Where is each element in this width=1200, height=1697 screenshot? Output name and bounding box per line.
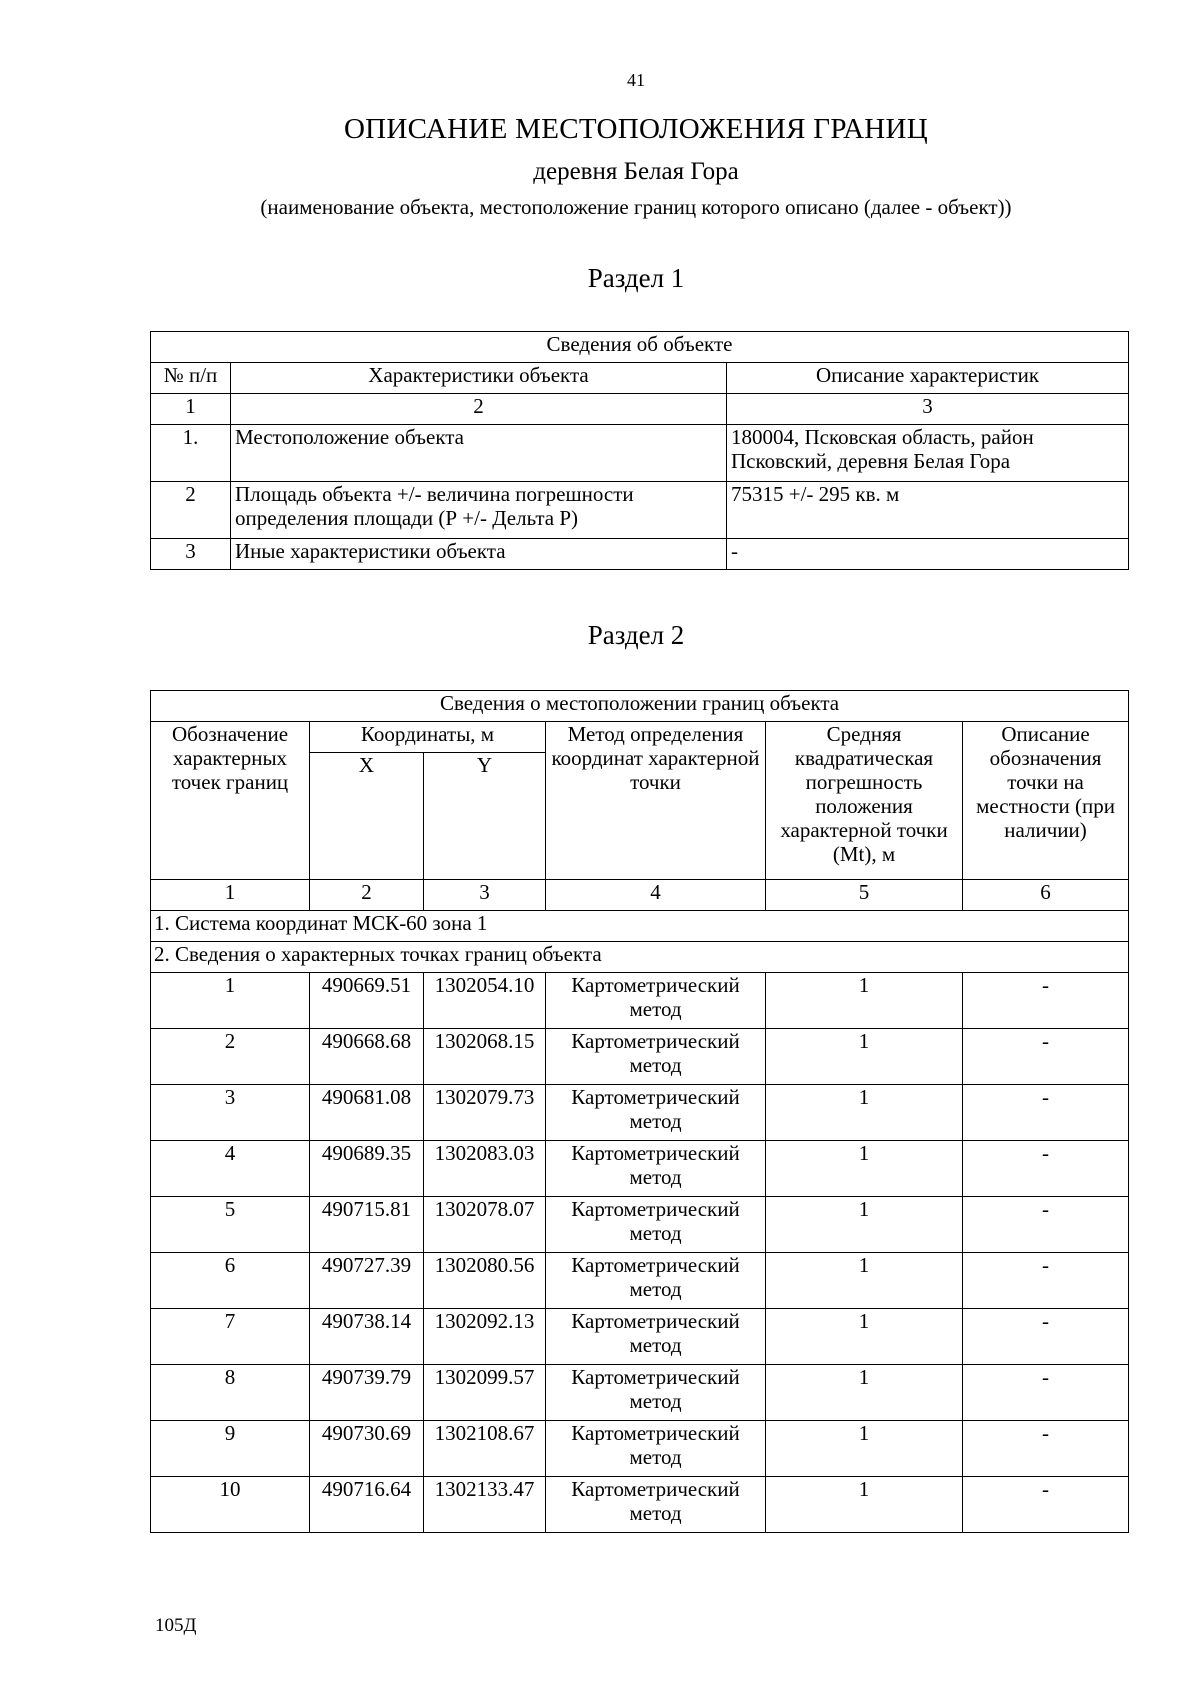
point-description: - bbox=[963, 1141, 1129, 1197]
point-error: 1 bbox=[766, 1029, 963, 1085]
section2-title: Раздел 2 bbox=[587, 620, 685, 650]
point-error: 1 bbox=[766, 1421, 963, 1477]
point-description: - bbox=[963, 1253, 1129, 1309]
row-characteristic: Иные характеристики объекта bbox=[231, 539, 727, 570]
table-title: Сведения о местоположении границ объекта bbox=[151, 691, 1129, 722]
points-caption-row bbox=[151, 942, 1129, 973]
point-x: 490668.68 bbox=[310, 1029, 424, 1085]
object-info-table bbox=[150, 331, 1129, 570]
point-y: 1302054.10 bbox=[424, 973, 546, 1029]
row-characteristic: Площадь объекта +/- величина погрешности определения площади (Р +/- Дельта Р) bbox=[231, 482, 727, 539]
row-num: 2 bbox=[151, 482, 231, 539]
point-method: Картометрический метод bbox=[546, 1421, 766, 1477]
footer-code: 105Д bbox=[155, 1615, 197, 1636]
row-num: 1. bbox=[151, 425, 231, 482]
point-number: 6 bbox=[151, 1253, 310, 1309]
point-y: 1302092.13 bbox=[424, 1309, 546, 1365]
header-coordinates: Координаты, м bbox=[310, 722, 546, 753]
point-method: Картометрический метод bbox=[546, 973, 766, 1029]
point-number: 1 bbox=[151, 973, 310, 1029]
header-point-description: Описание обозначения точки на местности (при наличии) bbox=[963, 722, 1129, 880]
point-number: 2 bbox=[151, 1029, 310, 1085]
table-row bbox=[151, 539, 1129, 570]
point-description: - bbox=[963, 1029, 1129, 1085]
point-method: Картометрический метод bbox=[546, 1309, 766, 1365]
boundary-points-table bbox=[150, 690, 1129, 1533]
row-num: 3 bbox=[151, 539, 231, 570]
index-cell: 3 bbox=[424, 880, 546, 911]
point-method: Картометрический метод bbox=[546, 1365, 766, 1421]
table-row bbox=[151, 1421, 1129, 1477]
point-error: 1 bbox=[766, 1309, 963, 1365]
point-method: Картометрический метод bbox=[546, 1085, 766, 1141]
point-y: 1302068.15 bbox=[424, 1029, 546, 1085]
point-description: - bbox=[963, 1365, 1129, 1421]
point-number: 4 bbox=[151, 1141, 310, 1197]
point-x: 490739.79 bbox=[310, 1365, 424, 1421]
index-cell: 1 bbox=[151, 394, 231, 425]
header-num: № п/п bbox=[151, 363, 231, 394]
point-error: 1 bbox=[766, 973, 963, 1029]
index-cell: 1 bbox=[151, 880, 310, 911]
point-method: Картометрический метод bbox=[546, 1197, 766, 1253]
index-cell: 5 bbox=[766, 880, 963, 911]
coord-system-row bbox=[151, 911, 1129, 942]
object-name: деревня Белая Гора bbox=[533, 158, 739, 185]
header-point: Обозначение характерных точек границ bbox=[151, 722, 310, 880]
table-title: Сведения об объекте bbox=[151, 332, 1129, 363]
index-row bbox=[151, 880, 1129, 911]
point-description: - bbox=[963, 1421, 1129, 1477]
index-cell: 2 bbox=[310, 880, 424, 911]
table-title-row bbox=[151, 332, 1129, 363]
table-row bbox=[151, 1029, 1129, 1085]
point-method: Картометрический метод bbox=[546, 1029, 766, 1085]
point-number: 8 bbox=[151, 1365, 310, 1421]
point-number: 10 bbox=[151, 1477, 310, 1533]
row-description: 180004, Псковская область, район Псковский, деревня Белая Гора bbox=[727, 425, 1129, 482]
point-number: 3 bbox=[151, 1085, 310, 1141]
table-row bbox=[151, 1365, 1129, 1421]
point-y: 1302078.07 bbox=[424, 1197, 546, 1253]
point-x: 490715.81 bbox=[310, 1197, 424, 1253]
point-method: Картометрический метод bbox=[546, 1477, 766, 1533]
point-x: 490730.69 bbox=[310, 1421, 424, 1477]
object-name-caption: (наименование объекта, местоположение границ которого описано (далее - объект)) bbox=[260, 195, 1012, 219]
table-row bbox=[151, 1253, 1129, 1309]
table-row bbox=[151, 1197, 1129, 1253]
point-description: - bbox=[963, 1477, 1129, 1533]
header-error: Средняя квадратическая погрешность положения характерной точки (Mt), м bbox=[766, 722, 963, 880]
header-y: Y bbox=[424, 753, 546, 880]
row-characteristic: Местоположение объекта bbox=[231, 425, 727, 482]
table-row bbox=[151, 1085, 1129, 1141]
point-y: 1302083.03 bbox=[424, 1141, 546, 1197]
index-cell: 2 bbox=[231, 394, 727, 425]
document-title: ОПИСАНИЕ МЕСТОПОЛОЖЕНИЯ ГРАНИЦ bbox=[343, 113, 929, 145]
table-row bbox=[151, 1477, 1129, 1533]
table-row bbox=[151, 482, 1129, 539]
point-error: 1 bbox=[766, 1197, 963, 1253]
point-error: 1 bbox=[766, 1085, 963, 1141]
index-cell: 6 bbox=[963, 880, 1129, 911]
point-y: 1302099.57 bbox=[424, 1365, 546, 1421]
table-row bbox=[151, 1141, 1129, 1197]
point-y: 1302079.73 bbox=[424, 1085, 546, 1141]
point-x: 490716.64 bbox=[310, 1477, 424, 1533]
point-description: - bbox=[963, 1309, 1129, 1365]
table-row bbox=[151, 425, 1129, 482]
header-row bbox=[151, 363, 1129, 394]
header-description: Описание характеристик bbox=[727, 363, 1129, 394]
index-cell: 4 bbox=[546, 880, 766, 911]
section1-title: Раздел 1 bbox=[587, 263, 685, 293]
point-y: 1302080.56 bbox=[424, 1253, 546, 1309]
point-y: 1302133.47 bbox=[424, 1477, 546, 1533]
header-x: X bbox=[310, 753, 424, 880]
point-error: 1 bbox=[766, 1365, 963, 1421]
point-method: Картометрический метод bbox=[546, 1141, 766, 1197]
header-method: Метод определения координат характерной точки bbox=[546, 722, 766, 880]
row-description: 75315 +/- 295 кв. м bbox=[727, 482, 1129, 539]
point-y: 1302108.67 bbox=[424, 1421, 546, 1477]
point-description: - bbox=[963, 1197, 1129, 1253]
point-x: 490738.14 bbox=[310, 1309, 424, 1365]
table-title-row bbox=[151, 691, 1129, 722]
point-description: - bbox=[963, 973, 1129, 1029]
point-error: 1 bbox=[766, 1141, 963, 1197]
index-cell: 3 bbox=[727, 394, 1129, 425]
point-x: 490681.08 bbox=[310, 1085, 424, 1141]
header-row bbox=[151, 722, 1129, 753]
point-description: - bbox=[963, 1085, 1129, 1141]
point-x: 490727.39 bbox=[310, 1253, 424, 1309]
header-characteristic: Характеристики объекта bbox=[231, 363, 727, 394]
point-x: 490689.35 bbox=[310, 1141, 424, 1197]
point-error: 1 bbox=[766, 1253, 963, 1309]
table-row bbox=[151, 1309, 1129, 1365]
point-method: Картометрический метод bbox=[546, 1253, 766, 1309]
point-number: 7 bbox=[151, 1309, 310, 1365]
point-number: 5 bbox=[151, 1197, 310, 1253]
point-number: 9 bbox=[151, 1421, 310, 1477]
points-caption: 2. Сведения о характерных точках границ объекта bbox=[151, 942, 1129, 973]
index-row bbox=[151, 394, 1129, 425]
row-description: - bbox=[727, 539, 1129, 570]
point-x: 490669.51 bbox=[310, 973, 424, 1029]
page-number: 41 bbox=[627, 70, 645, 90]
coord-system: 1. Система координат МСК-60 зона 1 bbox=[151, 911, 1129, 942]
table-row bbox=[151, 973, 1129, 1029]
point-error: 1 bbox=[766, 1477, 963, 1533]
